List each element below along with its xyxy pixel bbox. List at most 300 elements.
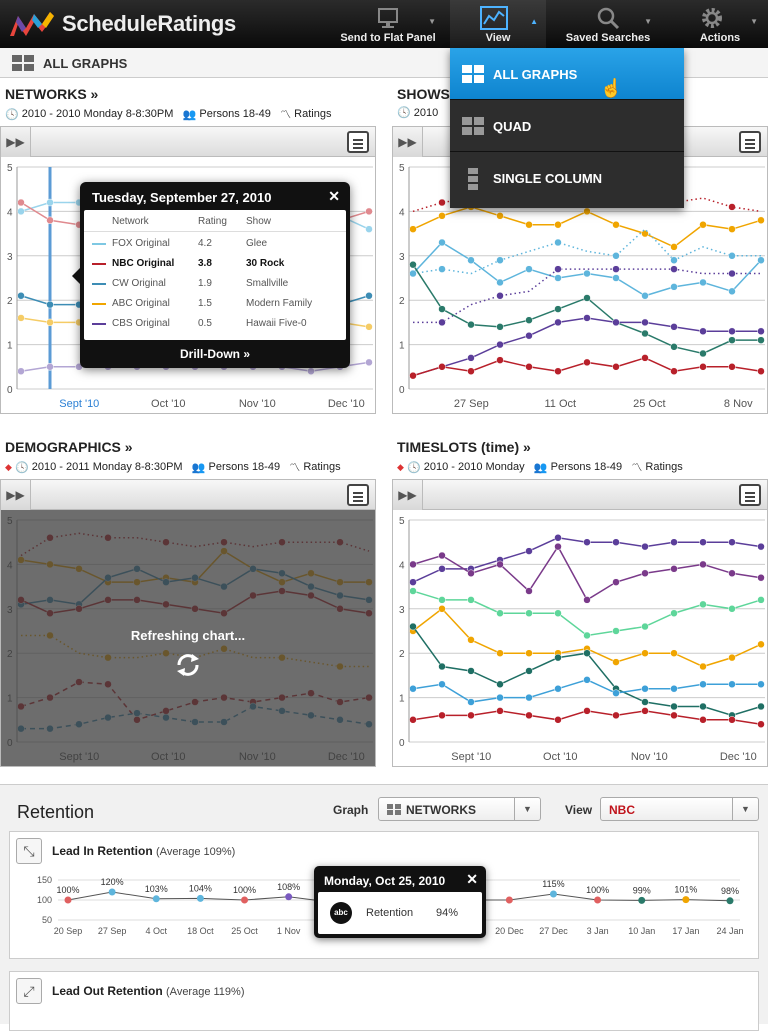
chart-icon — [480, 6, 508, 30]
people-icon: 👥 — [191, 461, 206, 474]
data-point[interactable] — [18, 208, 25, 215]
loading-overlay — [1, 510, 375, 766]
series-line[interactable] — [413, 229, 761, 273]
data-point[interactable] — [439, 239, 446, 246]
data-point[interactable] — [468, 570, 475, 577]
data-point[interactable] — [671, 368, 678, 375]
data-point[interactable] — [642, 650, 649, 657]
chevron-down-icon: ▼ — [750, 17, 758, 26]
data-point[interactable] — [613, 628, 620, 635]
y-tick-label: 3 — [7, 251, 13, 263]
x-tick-label: Nov '10 — [238, 398, 276, 410]
data-point[interactable] — [468, 667, 475, 674]
data-point[interactable] — [613, 690, 620, 697]
x-tick-label: 27 Dec — [539, 926, 568, 936]
data-point[interactable] — [642, 570, 649, 577]
data-point[interactable] — [700, 363, 707, 370]
data-point[interactable] — [555, 685, 562, 692]
demographics-range[interactable]: 2010 - 2011 Monday 8-8:30PM — [31, 461, 183, 473]
data-point[interactable] — [729, 203, 736, 210]
data-point[interactable] — [526, 266, 533, 273]
lead-out-title-text: Lead Out Retention — [52, 984, 163, 998]
shows-range[interactable]: 2010 — [413, 106, 439, 119]
data-point[interactable] — [439, 306, 446, 313]
data-point[interactable] — [584, 270, 591, 277]
data-point[interactable] — [642, 623, 649, 630]
data-point[interactable] — [584, 314, 591, 321]
data-point[interactable] — [468, 712, 475, 719]
x-tick-label: 27 Sep — [453, 398, 489, 410]
data-point[interactable] — [638, 897, 645, 904]
data-point[interactable] — [671, 243, 678, 250]
data-point[interactable] — [729, 226, 736, 233]
view-menu-label: QUAD — [493, 119, 532, 134]
data-point[interactable] — [153, 895, 160, 902]
row-network: NBC Original — [112, 258, 175, 269]
header-network: Network — [112, 216, 149, 227]
data-point[interactable] — [700, 663, 707, 670]
data-point[interactable] — [526, 363, 533, 370]
data-point[interactable] — [555, 306, 562, 313]
data-point[interactable] — [758, 217, 765, 224]
row-network: FOX Original — [112, 238, 170, 249]
retention-title: Retention — [17, 802, 95, 822]
data-point[interactable] — [613, 275, 620, 282]
series-swatch — [92, 243, 106, 245]
timeslots-title[interactable]: TIMESLOTS (time) » — [397, 439, 531, 455]
data-point[interactable] — [613, 266, 620, 273]
series-line[interactable] — [413, 627, 761, 716]
x-tick-label: 1 Nov — [276, 926, 301, 936]
data-point[interactable] — [555, 610, 562, 617]
data-point[interactable] — [410, 716, 417, 723]
data-point[interactable] — [671, 283, 678, 290]
lead-in-title — [52, 844, 235, 858]
data-point[interactable] — [671, 685, 678, 692]
data-point[interactable] — [439, 363, 446, 370]
data-point[interactable] — [584, 676, 591, 683]
data-point[interactable] — [439, 552, 446, 559]
data-point[interactable] — [439, 212, 446, 219]
data-point[interactable] — [526, 650, 533, 657]
x-tick-label: 3 Jan — [586, 926, 609, 936]
actions-button[interactable] — [680, 0, 760, 48]
data-point[interactable] — [410, 579, 417, 586]
data-point[interactable] — [497, 323, 504, 330]
data-point[interactable] — [47, 319, 54, 326]
tooltip-date: Tuesday, September 27, 2010 — [92, 190, 272, 205]
saved-searches-label: Saved Searches — [565, 32, 651, 44]
data-point[interactable] — [700, 221, 707, 228]
trend-icon: 〽 — [280, 109, 292, 121]
data-point[interactable] — [584, 539, 591, 546]
series-swatch — [92, 283, 106, 285]
data-point[interactable] — [526, 548, 533, 555]
data-point[interactable] — [439, 565, 446, 572]
data-point[interactable] — [729, 288, 736, 295]
data-point[interactable] — [729, 363, 736, 370]
y-tick-label: 100 — [36, 895, 52, 905]
data-point[interactable] — [642, 685, 649, 692]
data-point[interactable] — [468, 636, 475, 643]
x-tick-label: 4 Oct — [145, 926, 168, 936]
timeslots-meta — [397, 459, 683, 475]
data-point[interactable] — [366, 292, 373, 299]
data-point[interactable] — [497, 292, 504, 299]
tooltip-row[interactable] — [84, 294, 346, 314]
data-point[interactable] — [526, 317, 533, 324]
y-tick-label: 3 — [399, 604, 405, 616]
notes-button[interactable] — [739, 484, 761, 506]
data-label: 100% — [56, 885, 80, 895]
data-point[interactable] — [758, 337, 765, 344]
chevron-down-icon: ▼ — [428, 17, 436, 26]
data-point[interactable] — [410, 261, 417, 268]
data-point[interactable] — [506, 897, 513, 904]
chevron-down-icon: ▼ — [514, 798, 540, 820]
saved-searches-button[interactable] — [562, 0, 654, 48]
series-swatch — [92, 323, 106, 325]
data-point[interactable] — [497, 561, 504, 568]
data-point[interactable] — [366, 323, 373, 330]
data-point[interactable] — [671, 703, 678, 710]
y-tick-label: 5 — [399, 163, 405, 174]
grid-icon — [462, 65, 484, 83]
data-point[interactable] — [497, 681, 504, 688]
tooltip-row[interactable] — [84, 234, 346, 254]
data-label: 108% — [277, 881, 301, 892]
data-point[interactable] — [47, 363, 54, 370]
data-point[interactable] — [18, 314, 25, 321]
view-menu-all-graphs[interactable] — [450, 48, 684, 100]
data-label: 98% — [720, 885, 740, 896]
data-point[interactable] — [729, 716, 736, 723]
row-rating: 4.2 — [198, 238, 212, 249]
data-point[interactable] — [555, 275, 562, 282]
data-point[interactable] — [526, 610, 533, 617]
data-point[interactable] — [439, 319, 446, 326]
data-point[interactable] — [758, 596, 765, 603]
data-point[interactable] — [526, 221, 533, 228]
data-point[interactable] — [729, 654, 736, 661]
nbc-peacock-icon: ◆ — [397, 461, 404, 472]
data-point[interactable] — [410, 623, 417, 630]
data-point[interactable] — [613, 319, 620, 326]
data-point[interactable] — [497, 707, 504, 714]
data-point[interactable] — [526, 712, 533, 719]
data-point[interactable] — [410, 372, 417, 379]
data-point[interactable] — [526, 588, 533, 595]
data-label: 99% — [632, 885, 651, 896]
data-point[interactable] — [671, 266, 678, 273]
tooltip-row[interactable] — [84, 274, 346, 294]
data-point[interactable] — [526, 694, 533, 701]
data-point[interactable] — [729, 337, 736, 344]
view-button[interactable] — [450, 0, 546, 48]
tooltip-header-row — [84, 212, 346, 232]
data-point[interactable] — [468, 699, 475, 706]
y-tick-label: 0 — [7, 385, 13, 396]
row-rating: 1.5 — [198, 298, 212, 309]
data-point[interactable] — [497, 650, 504, 657]
collapse-icon[interactable]: ⤡ — [16, 838, 42, 864]
data-point[interactable] — [366, 226, 373, 233]
fast-forward-button[interactable]: ▶▶ — [393, 127, 423, 157]
data-point[interactable] — [594, 897, 601, 904]
data-point[interactable] — [366, 359, 373, 366]
data-point[interactable] — [439, 681, 446, 688]
graph-select[interactable] — [378, 797, 541, 821]
notes-button[interactable] — [347, 131, 369, 153]
networks-tooltip — [80, 182, 350, 368]
data-point[interactable] — [758, 368, 765, 375]
data-point[interactable] — [497, 694, 504, 701]
data-point[interactable] — [439, 199, 446, 206]
timeslots-plot — [393, 510, 768, 767]
data-point[interactable] — [468, 321, 475, 328]
data-point[interactable] — [642, 292, 649, 299]
y-tick-label: 5 — [7, 163, 13, 174]
data-point[interactable] — [468, 596, 475, 603]
data-point[interactable] — [671, 610, 678, 617]
chevron-down-icon: ▼ — [732, 798, 758, 820]
data-point[interactable] — [729, 570, 736, 577]
timeslots-metric[interactable]: Ratings — [645, 461, 683, 473]
data-point[interactable] — [727, 897, 734, 904]
data-point[interactable] — [468, 354, 475, 361]
y-tick-label: 50 — [41, 915, 52, 925]
data-point[interactable] — [526, 667, 533, 674]
data-point[interactable] — [497, 212, 504, 219]
data-point[interactable] — [642, 543, 649, 550]
data-point[interactable] — [439, 712, 446, 719]
lead-in-title-text: Lead In Retention — [52, 844, 153, 858]
data-point[interactable] — [584, 632, 591, 639]
networks-meta — [5, 106, 331, 122]
fast-forward-button[interactable]: ▶▶ — [1, 480, 31, 510]
data-point[interactable] — [671, 650, 678, 657]
close-icon[interactable]: ✕ — [466, 871, 478, 887]
data-point[interactable] — [671, 565, 678, 572]
data-point[interactable] — [584, 707, 591, 714]
data-point[interactable] — [197, 895, 204, 902]
data-point[interactable] — [729, 328, 736, 335]
nbc-peacock-icon: ◆ — [5, 461, 12, 472]
data-point[interactable] — [700, 703, 707, 710]
data-point[interactable] — [497, 357, 504, 364]
data-point[interactable] — [584, 294, 591, 301]
data-point[interactable] — [671, 712, 678, 719]
drill-down-button[interactable]: Drill-Down » — [179, 347, 250, 361]
view-label: View — [485, 32, 511, 44]
data-label: 100% — [586, 885, 610, 895]
data-point[interactable] — [497, 341, 504, 348]
data-point[interactable] — [671, 343, 678, 350]
data-point[interactable] — [555, 319, 562, 326]
data-point[interactable] — [410, 685, 417, 692]
view-select[interactable] — [600, 797, 759, 821]
data-point[interactable] — [613, 659, 620, 666]
data-point[interactable] — [671, 257, 678, 264]
data-point[interactable] — [700, 681, 707, 688]
data-point[interactable] — [555, 368, 562, 375]
data-point[interactable] — [439, 605, 446, 612]
data-point[interactable] — [729, 681, 736, 688]
data-point[interactable] — [758, 257, 765, 264]
data-point[interactable] — [700, 561, 707, 568]
data-point[interactable] — [18, 292, 25, 299]
data-point[interactable] — [758, 641, 765, 648]
data-point[interactable] — [671, 539, 678, 546]
header-rating: Rating — [198, 216, 227, 227]
data-point[interactable] — [758, 703, 765, 710]
data-point[interactable] — [285, 893, 292, 900]
data-point[interactable] — [555, 716, 562, 723]
networks-demo[interactable]: Persons 18-49 — [199, 108, 271, 120]
data-point[interactable] — [555, 239, 562, 246]
data-point[interactable] — [642, 330, 649, 337]
trend-icon: 〽 — [631, 462, 643, 474]
data-point[interactable] — [758, 328, 765, 335]
timeslots-demo[interactable]: Persons 18-49 — [550, 461, 623, 473]
data-point[interactable] — [65, 897, 72, 904]
data-point[interactable] — [439, 663, 446, 670]
fast-forward-button[interactable]: ▶▶ — [393, 480, 423, 510]
data-point[interactable] — [555, 221, 562, 228]
tooltip-row[interactable] — [84, 254, 346, 274]
data-point[interactable] — [642, 699, 649, 706]
data-point[interactable] — [584, 208, 591, 215]
demographics-title[interactable]: DEMOGRAPHICS » — [5, 439, 133, 455]
data-point[interactable] — [613, 252, 620, 259]
demographics-demo[interactable]: Persons 18-49 — [208, 461, 281, 473]
data-point[interactable] — [729, 539, 736, 546]
view-menu-single-column[interactable] — [450, 152, 684, 204]
data-point[interactable] — [700, 539, 707, 546]
row-show: 30 Rock — [246, 258, 285, 269]
send-to-flat-panel-button[interactable] — [338, 0, 438, 48]
data-point[interactable] — [613, 712, 620, 719]
data-point[interactable] — [613, 221, 620, 228]
top-toolbar — [0, 0, 768, 48]
data-point[interactable] — [241, 897, 248, 904]
series-line[interactable] — [413, 265, 761, 354]
data-point[interactable] — [700, 328, 707, 335]
demographics-metric[interactable]: Ratings — [303, 461, 341, 473]
data-point[interactable] — [308, 368, 315, 375]
data-point[interactable] — [613, 539, 620, 546]
data-point[interactable] — [555, 266, 562, 273]
data-point[interactable] — [671, 323, 678, 330]
y-tick-label: 0 — [399, 738, 405, 749]
data-point[interactable] — [729, 252, 736, 259]
series-line[interactable] — [413, 547, 761, 600]
data-point[interactable] — [729, 270, 736, 277]
data-point[interactable] — [729, 605, 736, 612]
data-point[interactable] — [555, 654, 562, 661]
timeslots-chart — [392, 479, 768, 767]
data-point[interactable] — [758, 681, 765, 688]
data-point[interactable] — [555, 534, 562, 541]
retention-tooltip-date: Monday, Oct 25, 2010 — [324, 874, 446, 888]
data-point[interactable] — [47, 199, 54, 206]
data-point[interactable] — [613, 579, 620, 586]
data-point[interactable] — [439, 596, 446, 603]
data-point[interactable] — [700, 350, 707, 357]
data-point[interactable] — [18, 199, 25, 206]
timeslots-range[interactable]: 2010 - 2010 Monday — [423, 461, 525, 473]
x-tick-label: 27 Sep — [97, 926, 127, 936]
networks-title[interactable]: NETWORKS » — [5, 86, 99, 102]
data-point[interactable] — [410, 561, 417, 568]
x-tick-label: 8 Nov — [723, 398, 753, 410]
data-point[interactable] — [642, 354, 649, 361]
retention-tooltip-body — [318, 892, 482, 934]
close-icon[interactable]: ✕ — [328, 188, 340, 204]
y-tick-label: 150 — [36, 875, 52, 885]
series-swatch — [92, 303, 106, 305]
series-line[interactable] — [413, 242, 761, 295]
shows-title[interactable]: SHOWS — [397, 86, 450, 102]
data-point[interactable] — [700, 601, 707, 608]
data-point[interactable] — [497, 257, 504, 264]
networks-range[interactable]: 2010 - 2010 Monday 8-8:30PM — [21, 108, 174, 120]
data-point[interactable] — [410, 226, 417, 233]
notes-button[interactable] — [347, 484, 369, 506]
data-point[interactable] — [497, 610, 504, 617]
data-point[interactable] — [468, 368, 475, 375]
data-point[interactable] — [468, 257, 475, 264]
data-point[interactable] — [18, 368, 25, 375]
data-point[interactable] — [758, 721, 765, 728]
x-tick-label: 25 Oct — [633, 398, 666, 410]
data-point[interactable] — [550, 891, 557, 898]
trend-icon: 〽 — [289, 462, 301, 474]
data-point[interactable] — [439, 266, 446, 273]
data-point[interactable] — [613, 363, 620, 370]
fast-forward-button[interactable]: ▶▶ — [1, 127, 31, 157]
expand-icon[interactable]: ⤢ — [16, 978, 42, 1004]
data-point[interactable] — [584, 650, 591, 657]
data-point[interactable] — [700, 716, 707, 723]
data-point[interactable] — [410, 588, 417, 595]
data-point[interactable] — [366, 208, 373, 215]
x-tick-label: 24 Jan — [716, 926, 744, 936]
data-point[interactable] — [642, 319, 649, 326]
data-point[interactable] — [526, 332, 533, 339]
view-menu-quad[interactable] — [450, 100, 684, 152]
data-point[interactable] — [758, 543, 765, 550]
data-point[interactable] — [555, 543, 562, 550]
data-point[interactable] — [47, 217, 54, 224]
data-point[interactable] — [497, 279, 504, 286]
data-point[interactable] — [758, 574, 765, 581]
data-point[interactable] — [700, 279, 707, 286]
notes-button[interactable] — [739, 131, 761, 153]
data-point[interactable] — [47, 301, 54, 308]
gear-icon — [700, 6, 724, 30]
tooltip-row[interactable] — [84, 314, 346, 334]
refresh-status: Refreshing chart... — [130, 628, 246, 643]
data-point[interactable] — [109, 889, 116, 896]
data-point[interactable] — [642, 707, 649, 714]
y-tick-label: 1 — [7, 340, 13, 352]
data-point[interactable] — [682, 896, 689, 903]
x-tick-label: 20 Dec — [495, 926, 524, 936]
data-point[interactable] — [584, 596, 591, 603]
networks-metric[interactable]: Ratings — [294, 108, 332, 120]
data-point[interactable] — [584, 359, 591, 366]
